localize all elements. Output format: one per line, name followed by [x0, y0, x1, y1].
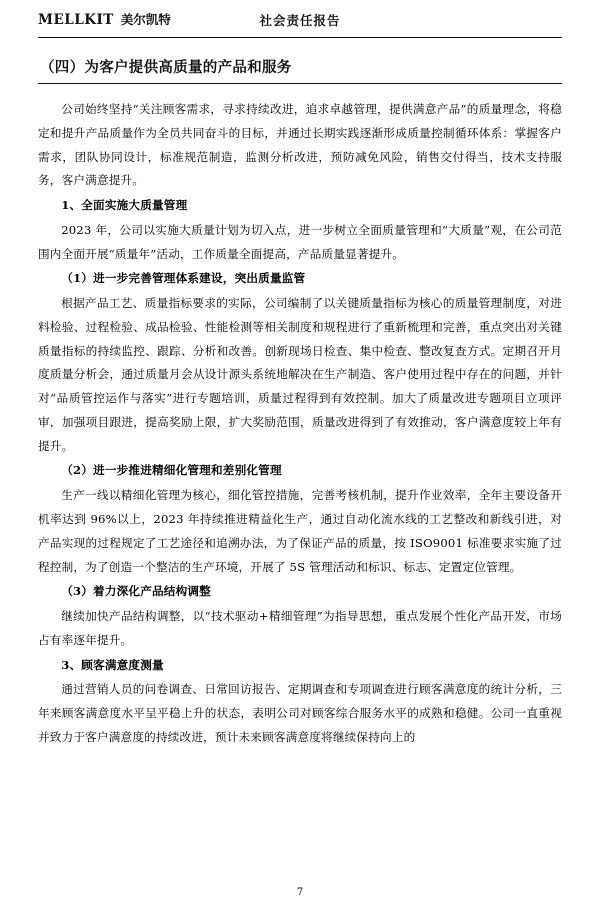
paragraph: 根据产品工艺、质量指标要求的实际，公司编制了以关键质量指标为核心的质量管理制度，对进料检验、过程检验、成品检验、性能检测等相关制度和规程进行了重新梳理和完善，重点突出对关键质量指标的持续监控、跟踪、分析和改善。创新现场日检查、集中检查、整改复查方式。定期召开月度质量分析会，通过质量月会从设计源头系统地解决在生产制造、客户使用过程中存在的问题，并针对“品质管控运作与落实”进行专题培训，质量过程得到有效控制。加大了质量改进专题项目立项评审，加强项目跟进，提高奖励上限，扩大奖励范围，质量改进得到了有效推动，客户满意度较上年有提升。	[38, 296, 562, 453]
header-doc-title: 社会责任报告	[259, 13, 341, 28]
paragraph-heading: （1）进一步完善管理体系建设，突出质量监管	[61, 271, 306, 286]
brand-latin: MELLKIT	[38, 12, 114, 28]
paragraph: 2023 年，公司以实施大质量计划为切入点，进一步树立全面质量管理和“大质量”观，在公司范围内全面开展“质量年”活动，工作质量全面提高，产品质量显著提升。	[38, 222, 562, 261]
page-number: 7	[296, 887, 304, 898]
paragraph-heading: 1、全面实施大质量管理	[61, 198, 188, 213]
paragraph: 通过营销人员的问卷调查、日常回访报告、定期调查和专项调查进行顾客满意度的统计分析，三年来顾客满意度水平呈平稳上升的状态，表明公司对顾客综合服务水平的成熟和稳健。公司一直重视并致力于客户满意度的持续改进，预计未来顾客满意度将继续保持向上的	[38, 682, 562, 744]
brand-chinese: 美尔凯特	[120, 12, 171, 27]
paragraph: 生产一线以精细化管理为核心，细化管控措施，完善考核机制，提升作业效率，全年主要设备开机率达到 96%以上，2023 年持续推进精益化生产，通过自动化流水线的工艺整改和新线引进，对产品实现的过程规定了工艺途径和追溯办法，为了保证产品的质量，按 ISO9001 标准要求实施了过程控制，为了创造一个整洁的生产环境，开展了 5S 管理活动和标识、标志、定置定位管理。	[38, 488, 562, 574]
section-title: （四）为客户提供高质量的产品和服务	[40, 60, 292, 76]
paragraph: 继续加快产品结构调整，以“技术驱动+精细管理”为指导思想，重点发展个性化产品开发，市场占有率逐年提升。	[38, 609, 562, 647]
page-header	[38, 10, 562, 34]
body-content	[38, 98, 562, 750]
header-divider	[38, 37, 562, 38]
section-title-divider	[38, 83, 562, 84]
paragraph-heading: （2）进一步推进精细化管理和差别化管理	[61, 463, 282, 478]
paragraph-heading: （3）着力深化产品结构调整	[61, 584, 211, 599]
paragraph: 公司始终坚持“关注顾客需求，寻求持续改进，追求卓越管理，提供满意产品”的质量理念，将稳定和提升产品质量作为全员共同奋斗的目标，并通过长期实践逐渐形成质量控制循环体系：掌握客户需求，团队协同设计，标准规范制造，监测分析改进，预防减免风险，销售交付得当，技术支持服务，客户满意提升。	[38, 102, 562, 188]
paragraph-heading: 3、顾客满意度测量	[61, 657, 164, 672]
